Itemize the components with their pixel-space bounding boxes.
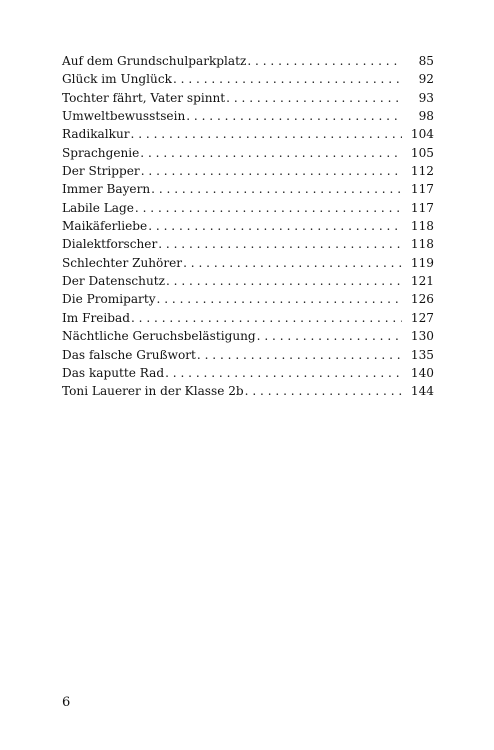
toc-entry-title: Der Stripper [62, 164, 140, 179]
toc-dot-leader [140, 144, 402, 162]
table-of-contents [62, 52, 434, 401]
toc-entry-title: Die Promiparty [62, 292, 156, 307]
toc-entry [62, 382, 434, 400]
toc-entry-page: 92 [418, 72, 434, 87]
toc-entry [62, 52, 434, 70]
toc-dot-leader [141, 162, 402, 180]
toc-entry-page: 127 [410, 310, 434, 325]
toc-entry-title: Im Freibad [62, 310, 130, 325]
toc-dot-leader [226, 89, 402, 107]
toc-entry-page: 140 [410, 365, 434, 380]
toc-entry-title: Der Datenschutz [62, 274, 165, 289]
toc-dot-leader [158, 235, 402, 253]
toc-entry [62, 254, 434, 272]
toc-dot-leader [247, 52, 402, 70]
toc-entry-title: Das kaputte Rad [62, 365, 165, 380]
toc-dot-leader [151, 180, 402, 198]
toc-entry-page: 93 [418, 90, 434, 105]
toc-entry-page: 121 [410, 274, 434, 289]
toc-entry-page: 85 [418, 54, 434, 68]
toc-entry [62, 235, 434, 253]
toc-entry [62, 364, 434, 382]
toc-dot-leader [186, 107, 402, 125]
toc-dot-leader [173, 70, 402, 88]
toc-entry-page: 130 [410, 329, 434, 344]
toc-entry [62, 107, 434, 125]
toc-entry-title: Schlechter Zuhörer [62, 255, 183, 270]
toc-entry [62, 346, 434, 364]
toc-entry-title: Glück im Unglück [62, 72, 172, 87]
toc-entry-title: Labile Lage [62, 200, 134, 215]
toc-entry [62, 217, 434, 235]
toc-entry [62, 199, 434, 217]
toc-entry-page: 135 [410, 347, 434, 362]
toc-entry-page: 117 [410, 200, 434, 215]
page-number: 6 [62, 695, 71, 710]
toc-dot-leader [257, 327, 402, 345]
toc-entry [62, 290, 434, 308]
toc-entry-page: 118 [410, 219, 434, 234]
toc-dot-leader [157, 290, 402, 308]
toc-entry-title: Maikäferliebe [62, 219, 148, 234]
toc-entry-title: Das falsche Grußwort [62, 347, 196, 362]
toc-entry-title: Immer Bayern [62, 182, 151, 197]
toc-entry-page: 117 [410, 182, 434, 197]
toc-entry-page: 112 [410, 164, 434, 179]
toc-entry-title: Dialektforscher [62, 237, 158, 252]
toc-dot-leader [148, 217, 402, 235]
toc-entry-page: 118 [410, 237, 434, 252]
toc-dot-leader [165, 364, 402, 382]
toc-dot-leader [135, 199, 402, 217]
toc-entry-page: 126 [410, 292, 434, 307]
toc-entry [62, 162, 434, 180]
toc-entry-page: 119 [410, 255, 434, 270]
toc-dot-leader [245, 382, 402, 400]
toc-entry-title: Auf dem Grundschulparkplatz [62, 54, 247, 68]
toc-entry-title: Sprachgenie [62, 145, 140, 160]
toc-entry [62, 70, 434, 88]
toc-entry [62, 309, 434, 327]
toc-entry-title: Radikalkur [62, 127, 130, 142]
toc-entry [62, 180, 434, 198]
toc-dot-leader [183, 254, 402, 272]
toc-dot-leader [166, 272, 402, 290]
toc-dot-leader [131, 125, 402, 143]
toc-entry-page: 104 [410, 127, 434, 142]
toc-entry-page: 105 [410, 145, 434, 160]
toc-entry [62, 327, 434, 345]
toc-entry [62, 125, 434, 143]
toc-entry-title: Tochter fährt, Vater spinnt [62, 90, 226, 105]
toc-dot-leader [197, 346, 402, 364]
toc-entry-title: Toni Lauerer in der Klasse 2b [62, 384, 244, 399]
toc-entry-page: 144 [410, 384, 434, 399]
toc-entry [62, 144, 434, 162]
toc-entry-title: Umweltbewusstsein [62, 109, 186, 124]
toc-entry-page: 98 [418, 109, 434, 124]
toc-entry [62, 89, 434, 107]
toc-entry-title: Nächtliche Geruchsbelästigung [62, 329, 256, 344]
toc-dot-leader [131, 309, 402, 327]
toc-entry [62, 272, 434, 290]
